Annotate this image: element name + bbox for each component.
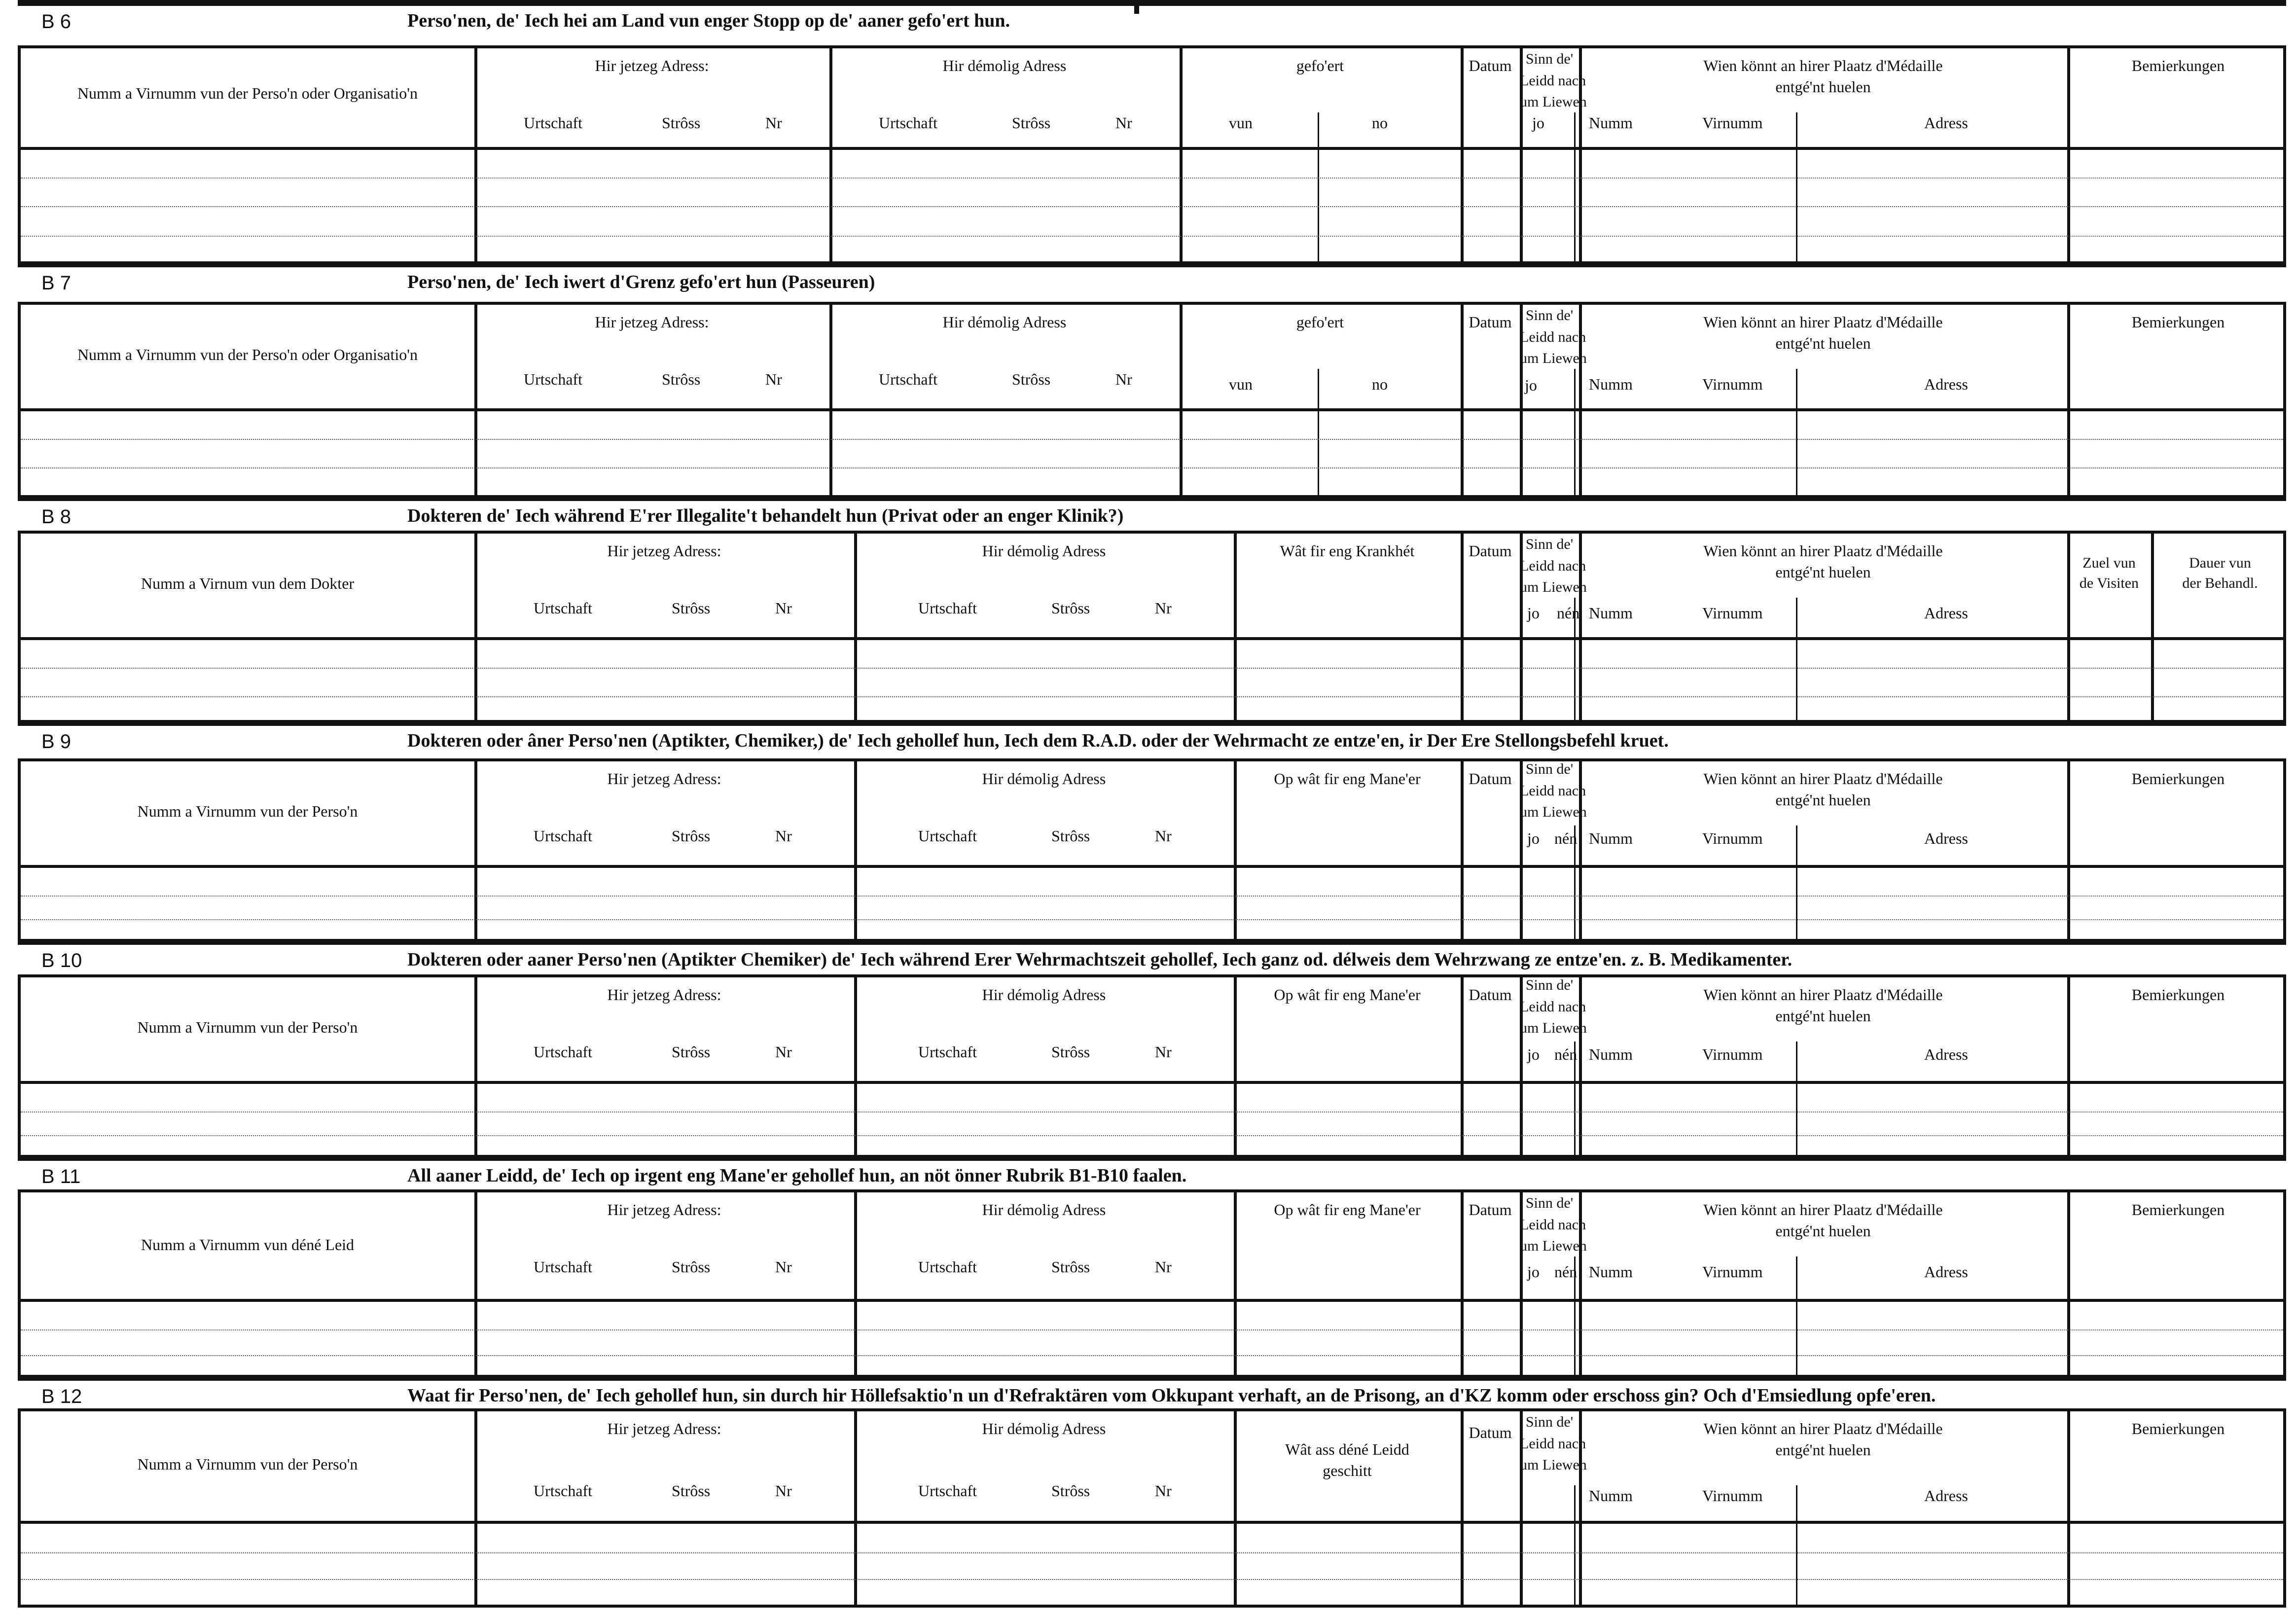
col-jo: jo: [1527, 1263, 1540, 1281]
col-stross: Strôss: [662, 114, 701, 132]
col-name-header: Numm a Virnumm vun der Perso'n: [137, 802, 358, 820]
col-nen: nén: [1554, 829, 1578, 847]
col-urtschaft: Urtschaft: [534, 599, 593, 617]
section-label: B 11: [41, 1166, 81, 1187]
col-current-address-header: Hir jetzeg Adress:: [607, 1420, 721, 1437]
section-label: B 10: [41, 950, 82, 971]
col-urtschaft: Urtschaft: [918, 1482, 977, 1500]
col-vun: vun: [1229, 114, 1253, 132]
section-label: B 7: [41, 272, 72, 294]
col-medaille-header: Wien könnt an hirer Plaatz d'Médaille entgé'nt huelen: [1703, 1420, 1943, 1459]
section-title: Perso'nen, de' Iech iwert d'Grenz gefo'ert hun (Passeuren): [407, 272, 875, 292]
col-medaille-header: Wien könnt an hirer Plaatz d'Médaille entgé'nt huelen: [1703, 770, 1943, 809]
col-stross: Strôss: [1012, 114, 1051, 132]
col-wat-header: Op wât fir eng Mane'er: [1274, 986, 1421, 1004]
col-former-address-header: Hir démolig Adress: [982, 770, 1106, 788]
col-datum: Datum: [1469, 986, 1512, 1004]
col-name-header: Numm a Virnum vun dem Dokter: [141, 574, 355, 592]
section-b9-table: [18, 758, 2286, 942]
section-b12-table: [18, 1408, 2286, 1608]
col-bemierkungen: Bemierkungen: [2131, 986, 2225, 1004]
col-adress: Adress: [1924, 1263, 1968, 1281]
col-urtschaft: Urtschaft: [524, 370, 583, 388]
col-nr: Nr: [765, 114, 782, 132]
col-former-address-header: Hir démolig Adress: [982, 986, 1106, 1004]
col-current-address-header: Hir jetzeg Adress:: [607, 1201, 721, 1219]
col-bemierkungen: Bemierkungen: [2131, 770, 2225, 788]
col-adress: Adress: [1924, 829, 1968, 847]
col-numm: Numm: [1589, 114, 1633, 132]
col-urtschaft: Urtschaft: [534, 1258, 593, 1276]
col-wat-header: Op wât fir eng Mane'er: [1274, 770, 1421, 788]
col-jo: jo: [1527, 1045, 1540, 1063]
col-current-address-header: Hir jetzeg Adress:: [595, 57, 709, 74]
col-dauer-header: Dauer vun der Behandl.: [2182, 555, 2258, 591]
col-stross: Strôss: [1012, 370, 1051, 388]
col-current-address-header: Hir jetzeg Adress:: [607, 542, 721, 560]
col-urtschaft: Urtschaft: [534, 1043, 593, 1061]
col-stross: Strôss: [1051, 1258, 1090, 1276]
col-jo: jo: [1525, 376, 1537, 394]
section-title: All aaner Leidd, de' Iech op irgent eng Mane'er gehollef hun, an nöt önner Rubrik B1-B10 faalen.: [407, 1165, 1187, 1186]
col-urtschaft: Urtschaft: [534, 1482, 593, 1500]
col-adress: Adress: [1924, 375, 1968, 393]
col-nr: Nr: [775, 599, 792, 617]
col-wat-header: Op wât fir eng Mane'er: [1274, 1201, 1421, 1219]
col-urtschaft: Urtschaft: [918, 1043, 977, 1061]
col-numm: Numm: [1589, 829, 1633, 847]
section-b8-header: [18, 498, 2286, 531]
col-wat-header: Wât ass déné Leidd geschitt: [1285, 1440, 1409, 1480]
col-former-address-header: Hir démolig Adress: [982, 1420, 1106, 1437]
col-urtschaft: Urtschaft: [524, 114, 583, 132]
col-bemierkungen: Bemierkungen: [2131, 1420, 2225, 1437]
section-b9-header: [18, 723, 2286, 755]
col-datum: Datum: [1469, 770, 1512, 788]
col-stross: Strôss: [672, 599, 711, 617]
col-medaille-header: Wien könnt an hirer Plaatz d'Médaille entgé'nt huelen: [1703, 57, 1943, 96]
col-zuel-header: Zuel vun de Visiten: [2079, 555, 2139, 591]
col-sinn-header: Sinn de' Leidd nach um Liewen: [1520, 1414, 1587, 1473]
col-current-address-header: Hir jetzeg Adress:: [595, 313, 709, 331]
col-name-header: Numm a Virnumm vun der Perso'n oder Organisatio'n: [77, 346, 418, 363]
section-title: Waat fir Perso'nen, de' Iech gehollef hun, sin durch hir Höllefsaktio'n un d'Refraktären vom Okkupant verhaft, an de Prisong, an d'KZ komm oder erschoss gin? Och d'Emsiedlung opfe'eren.: [407, 1385, 1936, 1406]
col-virnumm: Virnumm: [1702, 1045, 1763, 1063]
col-urtschaft: Urtschaft: [534, 827, 593, 845]
col-bemierkungen: Bemierkungen: [2131, 1201, 2225, 1219]
col-no: no: [1372, 114, 1388, 132]
col-urtschaft: Urtschaft: [918, 1258, 977, 1276]
col-sinn-header: Sinn de' Leidd nach um Liewen: [1520, 761, 1587, 820]
col-adress: Adress: [1924, 604, 1968, 622]
col-nr: Nr: [775, 1258, 792, 1276]
col-virnumm: Virnumm: [1702, 1263, 1763, 1281]
col-nr: Nr: [1155, 599, 1172, 617]
col-former-address-header: Hir démolig Adress: [942, 57, 1067, 74]
col-medaille-header: Wien könnt an hirer Plaatz d'Médaille entgé'nt huelen: [1703, 313, 1943, 353]
col-virnumm: Virnumm: [1702, 829, 1763, 847]
col-medaille-header: Wien könnt an hirer Plaatz d'Médaille entgé'nt huelen: [1703, 986, 1943, 1025]
col-datum: Datum: [1469, 313, 1512, 331]
col-virnumm: Virnumm: [1702, 1487, 1763, 1505]
col-datum: Datum: [1469, 542, 1512, 560]
col-stross: Strôss: [672, 1258, 711, 1276]
section-b7-header: [18, 264, 2286, 297]
col-name-header: Numm a Virnumm vun der Perso'n: [137, 1018, 358, 1036]
col-sinn-header: Sinn de' Leidd nach um Liewen: [1520, 536, 1587, 595]
col-name-header: Numm a Virnumm vun der Perso'n oder Organisatio'n: [77, 84, 418, 102]
section-label: B 9: [41, 731, 72, 753]
col-gefoert-header: gefo'ert: [1296, 313, 1344, 331]
col-numm: Numm: [1589, 1487, 1633, 1505]
col-jo: jo: [1532, 114, 1544, 132]
section-b10-header: [18, 942, 2286, 974]
col-sinn-header: Sinn de' Leidd nach um Liewen: [1520, 977, 1587, 1036]
col-stross: Strôss: [672, 1043, 711, 1061]
section-b6-table: [18, 45, 2286, 264]
col-adress: Adress: [1924, 1045, 1968, 1063]
col-virnumm: Virnumm: [1702, 604, 1763, 622]
col-nr: Nr: [775, 1043, 792, 1061]
col-medaille-header: Wien könnt an hirer Plaatz d'Médaille entgé'nt huelen: [1703, 1201, 1943, 1240]
col-stross: Strôss: [1051, 827, 1090, 845]
col-adress: Adress: [1924, 114, 1968, 132]
section-title: Dokteren de' Iech während E'rer Illegalite't behandelt hun (Privat oder an enger Klinik?): [407, 505, 1124, 526]
col-bemierkungen: Bemierkungen: [2131, 313, 2225, 331]
col-nen: nén: [1554, 1045, 1578, 1063]
col-stross: Strôss: [662, 370, 701, 388]
section-b11-table: [18, 1189, 2286, 1378]
section-b11-header: [18, 1158, 2286, 1190]
col-former-address-header: Hir démolig Adress: [942, 313, 1067, 331]
col-nr: Nr: [1115, 370, 1132, 388]
col-sinn-header: Sinn de' Leidd nach um Liewen: [1520, 1195, 1587, 1254]
col-adress: Adress: [1924, 1487, 1968, 1505]
col-gefoert-header: gefo'ert: [1296, 57, 1344, 74]
col-nr: Nr: [775, 827, 792, 845]
col-stross: Strôss: [672, 1482, 711, 1500]
section-b6-header: [18, 3, 2286, 36]
col-virnumm: Virnumm: [1702, 375, 1763, 393]
col-numm: Numm: [1589, 375, 1633, 393]
col-current-address-header: Hir jetzeg Adress:: [607, 770, 721, 788]
section-b12-header: [18, 1378, 2286, 1410]
col-datum: Datum: [1469, 1424, 1512, 1441]
section-label: B 8: [41, 506, 72, 528]
col-bemierkungen: Bemierkungen: [2131, 57, 2225, 74]
col-jo: jo: [1527, 604, 1540, 622]
col-former-address-header: Hir démolig Adress: [982, 1201, 1106, 1219]
col-virnumm: Virnumm: [1702, 114, 1763, 132]
col-nr: Nr: [1155, 1258, 1172, 1276]
col-nr: Nr: [1155, 1043, 1172, 1061]
col-nr: Nr: [1155, 827, 1172, 845]
col-urtschaft: Urtschaft: [918, 827, 977, 845]
col-nr: Nr: [1115, 114, 1132, 132]
col-numm: Numm: [1589, 604, 1633, 622]
col-urtschaft: Urtschaft: [879, 370, 938, 388]
section-b10-table: [18, 974, 2286, 1158]
section-title: Dokteren oder âner Perso'nen (Aptikter, Chemiker,) de' Iech gehollef hun, Iech dem R.A.D. oder der Wehrmacht ze entze'en, ir Der Ere Stellongsbefehl kruet.: [407, 730, 1669, 751]
col-current-address-header: Hir jetzeg Adress:: [607, 986, 721, 1004]
col-vun: vun: [1229, 375, 1253, 393]
col-medaille-header: Wien könnt an hirer Plaatz d'Médaille entgé'nt huelen: [1703, 542, 1943, 581]
col-nen: nén: [1557, 604, 1580, 622]
col-datum: Datum: [1469, 1201, 1512, 1219]
col-former-address-header: Hir démolig Adress: [982, 542, 1106, 560]
col-numm: Numm: [1589, 1263, 1633, 1281]
section-title: Perso'nen, de' Iech hei am Land vun enger Stopp op de' aaner gefo'ert hun.: [407, 10, 1010, 31]
col-nen: nén: [1554, 1263, 1578, 1281]
col-urtschaft: Urtschaft: [918, 599, 977, 617]
col-numm: Numm: [1589, 1045, 1633, 1063]
col-sinn-header: Sinn de' Leidd nach um Liewen: [1520, 51, 1587, 110]
col-nr: Nr: [1155, 1482, 1172, 1500]
col-nr: Nr: [775, 1482, 792, 1500]
section-b8-table: [18, 531, 2286, 723]
section-label: B 12: [41, 1386, 82, 1407]
col-jo: jo: [1527, 829, 1540, 847]
col-name-header: Numm a Virnumm vun déné Leid: [141, 1236, 355, 1254]
section-b7-table: [18, 302, 2286, 498]
col-urtschaft: Urtschaft: [879, 114, 938, 132]
col-name-header: Numm a Virnumm vun der Perso'n: [137, 1455, 358, 1473]
col-stross: Strôss: [1051, 1482, 1090, 1500]
col-stross: Strôss: [1051, 599, 1090, 617]
section-title: Dokteren oder aaner Perso'nen (Aptikter Chemiker) de' Iech während Erer Wehrmachtszeit gehollef, Iech ganz od. délweis dem Wehrzwang ze entze'en. z. B. Medikamenter.: [407, 949, 1793, 970]
col-wat-header: Wât fir eng Krankhét: [1280, 542, 1415, 560]
col-no: no: [1372, 375, 1388, 393]
col-nr: Nr: [765, 370, 782, 388]
col-sinn-header: Sinn de' Leidd nach um Liewen: [1520, 307, 1587, 366]
section-label: B 6: [41, 11, 72, 33]
col-stross: Strôss: [1051, 1043, 1090, 1061]
col-stross: Strôss: [672, 827, 711, 845]
col-datum: Datum: [1469, 57, 1512, 74]
